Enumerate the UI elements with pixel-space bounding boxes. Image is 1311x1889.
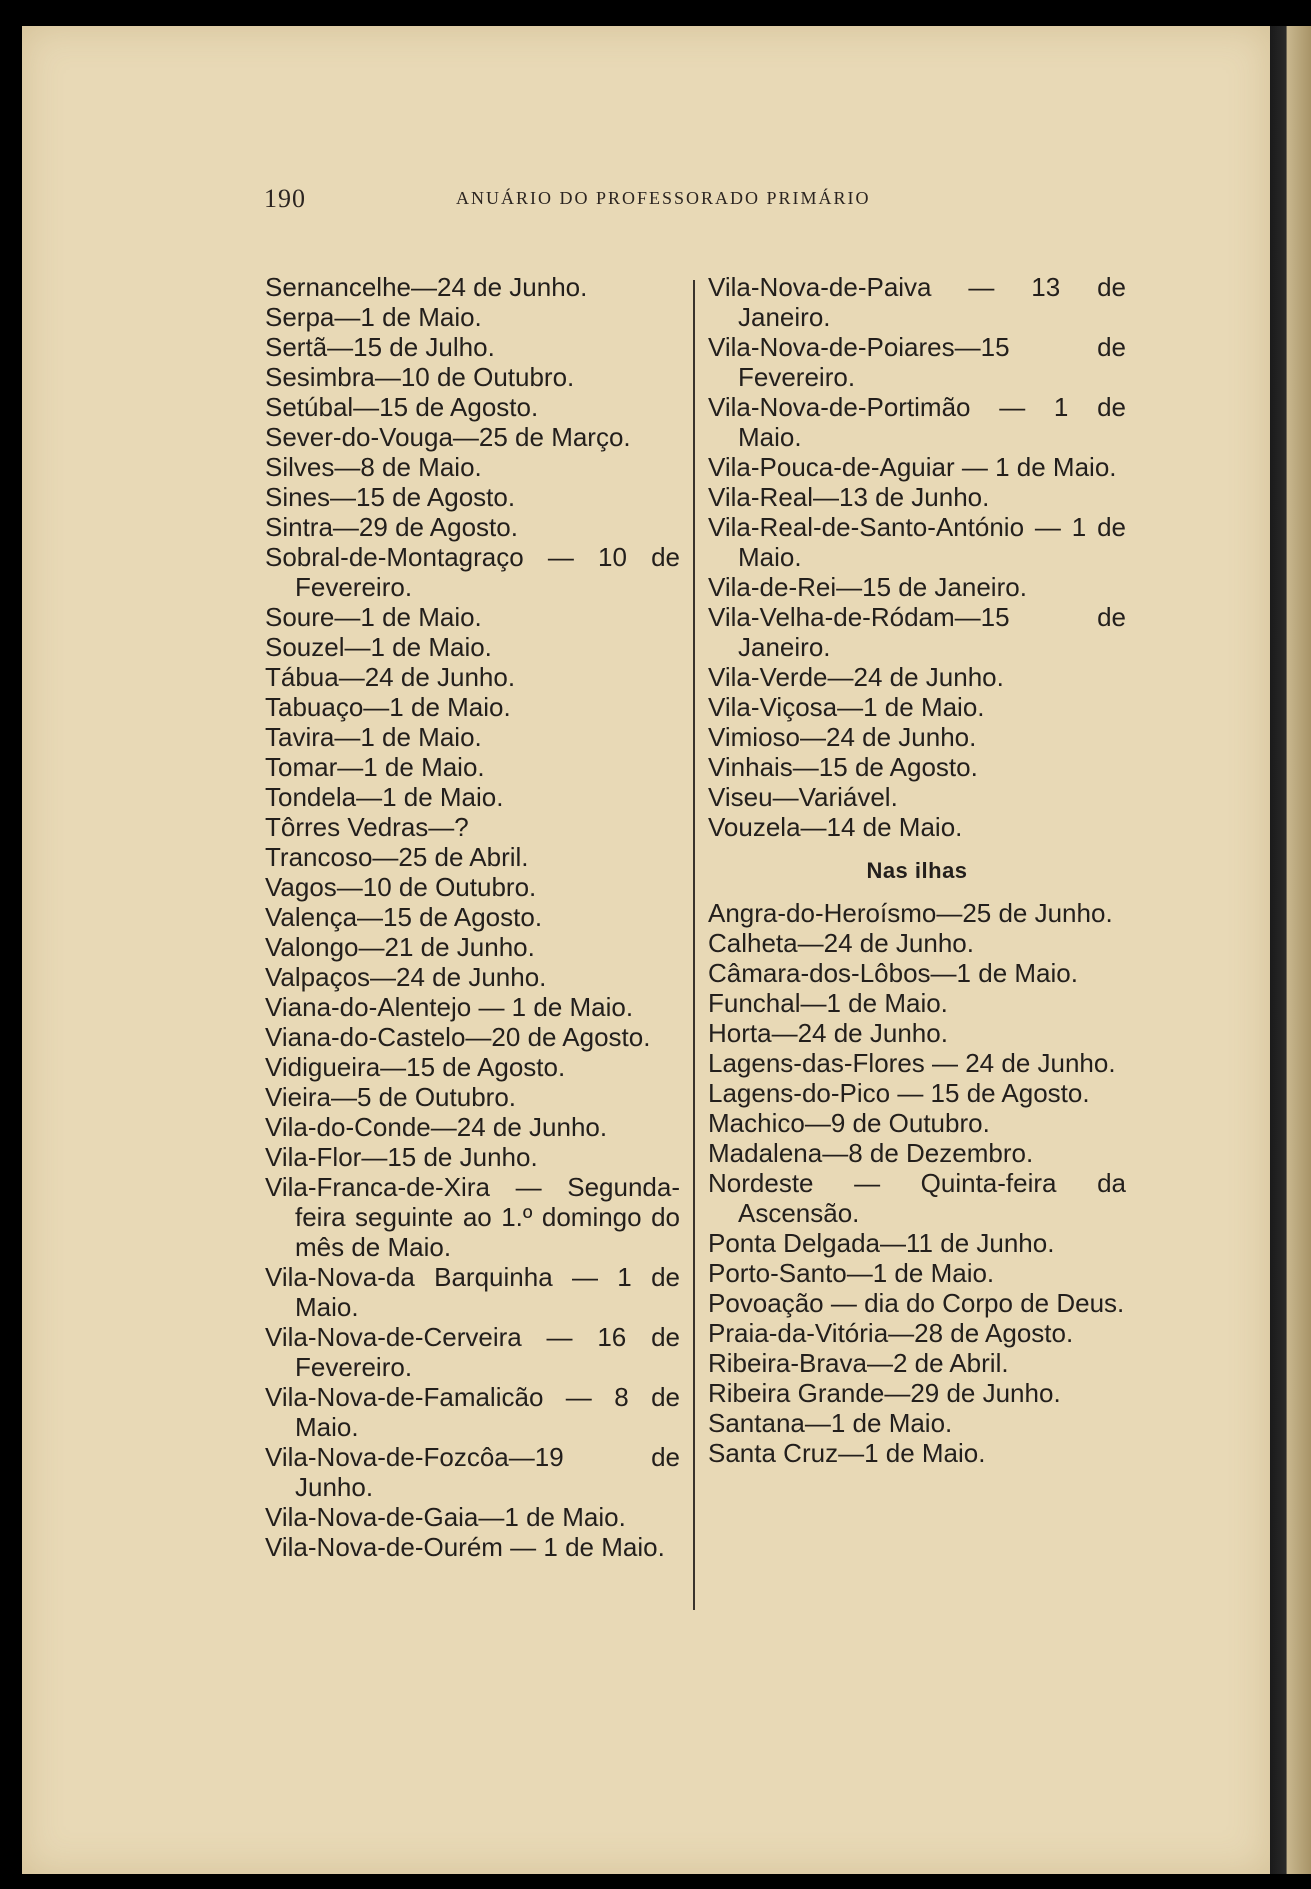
list-item: Porto-Santo—1 de Maio. [708,1258,995,1288]
list-item: Funchal—1 de Maio. [708,988,948,1018]
list-item: Soure—1 de Maio. [265,602,482,632]
list-item: Vimioso—24 de Junho. [708,722,977,752]
list-item: Vila-Nova-de-Gaia—1 de Maio. [265,1502,626,1532]
list-item: Tábua—24 de Junho. [265,662,516,692]
list-item: Valença—15 de Agosto. [265,902,543,932]
list-item: Vila-Flor—15 de Junho. [265,1142,538,1172]
list-item: Vila-Nova-de-Fozcôa—19 de Junho. [265,1442,680,1502]
list-item: Lagens-do-Pico — 15 de Agosto. [708,1078,1090,1108]
list-item: Povoação — dia do Corpo de Deus. [708,1288,1125,1318]
list-item: Vila-do-Conde—24 de Junho. [265,1112,608,1142]
list-item: Vila-Nova-de-Famalicão — 8 de Maio. [265,1382,680,1442]
list-item: Angra-do-Heroísmo—25 de Junho. [708,898,1113,928]
list-item: Vouzela—14 de Maio. [708,812,963,842]
list-item: Sernancelhe—24 de Junho. [265,272,588,302]
list-item: Vila-Franca-de-Xira — Segunda-feira seguinte ao 1.º domingo do mês de Maio. [265,1172,680,1262]
list-item: Viana-do-Alentejo — 1 de Maio. [265,992,634,1022]
list-item: Serpa—1 de Maio. [265,302,482,332]
list-item: Vila-Nova-de-Poiares—15 de Fevereiro. [708,332,1126,392]
list-item: Santana—1 de Maio. [708,1408,953,1438]
list-item: Viseu—Variável. [708,782,898,812]
list-item: Viana-do-Castelo—20 de Agosto. [265,1022,651,1052]
list-item: Vila-Nova-da Barquinha — 1 de Maio. [265,1262,680,1322]
list-item: Vila-Pouca-de-Aguiar — 1 de Maio. [708,452,1117,482]
list-item: Tavira—1 de Maio. [265,722,482,752]
list-item: Nordeste — Quinta-feira da Ascensão. [708,1168,1126,1228]
islands-heading: Nas ilhas [866,858,968,883]
list-item: Vieira—5 de Outubro. [265,1082,516,1112]
right-column [708,272,1126,1468]
list-item: Vila-Nova-de-Paiva — 13 de Janeiro. [708,272,1126,332]
list-item: Câmara-dos-Lôbos—1 de Maio. [708,958,1078,988]
list-item: Sintra—29 de Agosto. [265,512,518,542]
list-item: Vila-Real-de-Santo-António — 1 de Maio. [708,512,1126,572]
list-item: Lagens-das-Flores — 24 de Junho. [708,1048,1116,1078]
list-item: Silves—8 de Maio. [265,452,482,482]
list-item: Vila-Nova-de-Ourém — 1 de Maio. [265,1532,665,1562]
list-item: Vila-Velha-de-Ródam—15 de Janeiro. [708,602,1126,662]
list-item: Sobral-de-Montagraço — 10 de Fevereiro. [265,542,680,602]
list-item: Vila-Nova-de-Portimão — 1 de Maio. [708,392,1126,452]
mainland-list-continued [708,272,1126,842]
list-item: Vila-Verde—24 de Junho. [708,662,1004,692]
list-item: Horta—24 de Junho. [708,1018,948,1048]
islands-list [708,898,1126,1468]
list-item: Souzel—1 de Maio. [265,632,492,662]
list-item: Valongo—21 de Junho. [265,932,535,962]
list-item: Sines—15 de Agosto. [265,482,516,512]
list-item: Tomar—1 de Maio. [265,752,485,782]
list-item: Praia-da-Vitória—28 de Agosto. [708,1318,1074,1348]
running-title: ANUÁRIO DO PROFESSORADO PRIMÁRIO [456,188,871,208]
list-item: Tondela—1 de Maio. [265,782,504,812]
list-item: Vagos—10 de Outubro. [265,872,537,902]
list-item: Trancoso—25 de Abril. [265,842,529,872]
list-item: Setúbal—15 de Agosto. [265,392,539,422]
list-item: Santa Cruz—1 de Maio. [708,1438,986,1468]
list-item: Calheta—24 de Junho. [708,928,974,958]
list-item: Sertã—15 de Julho. [265,332,495,362]
list-item: Tabuaço—1 de Maio. [265,692,511,722]
list-item: Vila-Real—13 de Junho. [708,482,990,512]
list-item: Vila-Nova-de-Cerveira — 16 de Fevereiro. [265,1322,680,1382]
list-item: Vila-de-Rei—15 de Janeiro. [708,572,1027,602]
left-column [265,272,680,1562]
list-item: Machico—9 de Outubro. [708,1108,990,1138]
list-item: Vidigueira—15 de Agosto. [265,1052,566,1082]
list-item: Ribeira Grande—29 de Junho. [708,1378,1061,1408]
column-divider [693,280,695,1610]
list-item: Sever-do-Vouga—25 de Março. [265,422,631,452]
list-item: Valpaços—24 de Junho. [265,962,547,992]
page-number: 190 [264,184,306,213]
list-item: Ribeira-Brava—2 de Abril. [708,1348,1009,1378]
list-item: Vila-Viçosa—1 de Maio. [708,692,985,722]
list-item: Sesimbra—10 de Outubro. [265,362,575,392]
page-edge [1270,26,1311,1874]
list-item: Vinhais—15 de Agosto. [708,752,978,782]
list-item: Ponta Delgada—11 de Junho. [708,1228,1055,1258]
list-item: Madalena—8 de Dezembro. [708,1138,1034,1168]
list-item: Tôrres Vedras—? [265,812,469,842]
